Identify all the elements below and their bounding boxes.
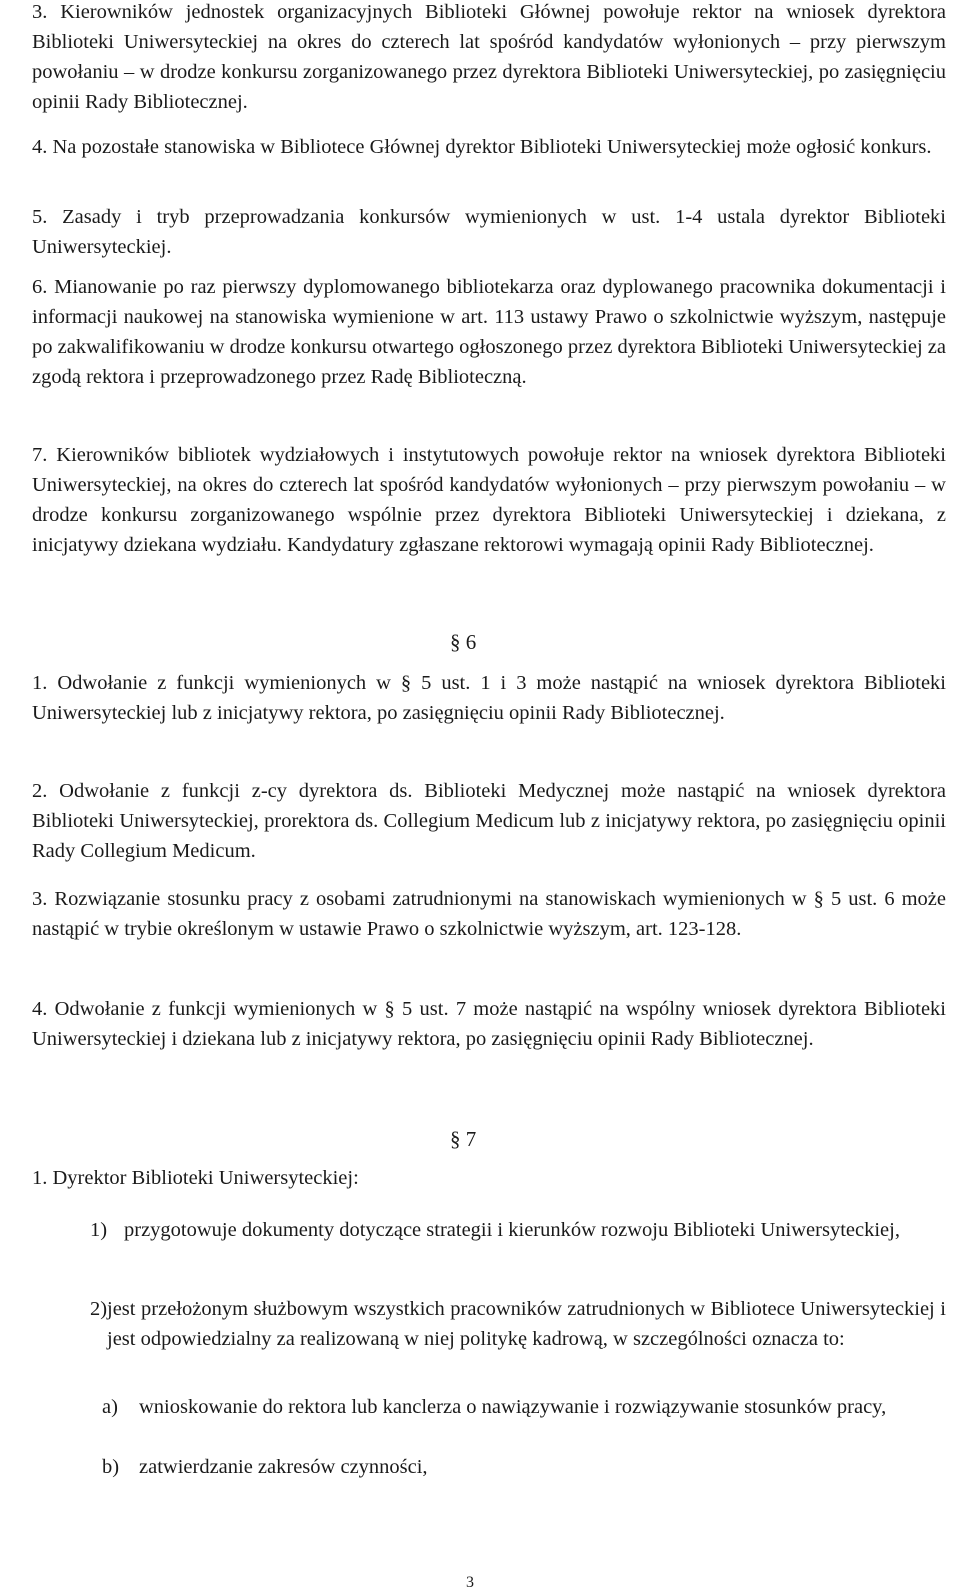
paragraph-item-5: 5. Zasady i tryb przeprowadzania konkursów wymienionych w ust. 1-4 ustala dyrektor Biblioteki Uniwersyteckiej.: [32, 206, 946, 258]
subitem-a-text: wnioskowanie do rektora lub kanclerza o nawiązywanie i rozwiązywanie stosunków pracy,: [139, 1396, 887, 1418]
section7-item-1: 1. Dyrektor Biblioteki Uniwersyteckiej:: [32, 1167, 359, 1189]
paragraph-item-4: 4. Na pozostałe stanowiska w Bibliotece Głównej dyrektor Biblioteki Uniwersyteckiej może ogłosić konkurs.: [32, 136, 932, 158]
section-heading-7: § 7: [450, 1127, 477, 1151]
subitem-a-number: a): [102, 1396, 118, 1418]
section6-item-1: 1. Odwołanie z funkcji wymienionych w § 5 ust. 1 i 3 może nastąpić na wniosek dyrektora Biblioteki Uniwersyteckiej lub z inicjatywy rektora, po zasięgnięciu opinii Rady Bibliotecznej.: [32, 672, 946, 724]
section-heading-6: § 6: [450, 630, 477, 654]
section6-item-3: 3. Rozwiązanie stosunku pracy z osobami zatrudnionymi na stanowiskach wymienionych w § 5 ust. 6 może nastąpić w trybie określonym w ustawie Prawo o szkolnictwie wyższym, art. 123-128.: [32, 888, 946, 940]
subitem-1-number: 1): [90, 1219, 108, 1241]
subitem-2-text: jest przełożonym służbowym wszystkich pracowników zatrudnionych w Bibliotece Uniwersyteckiej i jest odpowiedzialny za realizowaną w niej politykę kadrową, w szczególności oznacza to:: [107, 1298, 946, 1350]
subitem-1-body: przygotowuje dokumenty dotyczące strategii i kierunków rozwoju Biblioteki Uniwersyteckiej,: [124, 1219, 900, 1241]
page-number: 3: [466, 1574, 474, 1591]
paragraph-item-7: 7. Kierowników bibliotek wydziałowych i instytutowych powołuje rektor na wniosek dyrektora Biblioteki Uniwersyteckiej, na okres do czterech lat spośród kandydatów wyłonionych – przy pierwszym powołaniu – w drodze konkursu zorganizowanego wspólnie przez dyrektora Biblioteki Uniwersyteckiej i dziekana, z inicjatywy dziekana wydziału. Kandydatury zgłaszane rektorowi wymagają opinii Rady Bibliotecznej.: [32, 444, 946, 556]
paragraph-item-6: 6. Mianowanie po raz pierwszy dyplomowanego bibliotekarza oraz dyplowanego pracownika dokumentacji i informacji naukowej na stanowiska wymienione w art. 113 ustawy Prawo o szkolnictwie wyższym, następuje po zakwalifikowaniu w drodze konkursu otwartego ogłoszonego przez dyrektora Biblioteki Uniwersyteckiej za zgodą rektora i przeprowadzonego przez Radę Biblioteczną.: [32, 276, 946, 388]
subitem-b-number: b): [102, 1456, 120, 1478]
subitem-b-text: zatwierdzanie zakresów czynności,: [139, 1456, 428, 1478]
section6-item-4: 4. Odwołanie z funkcji wymienionych w § 5 ust. 7 może nastąpić na wspólny wniosek dyrektora Biblioteki Uniwersyteckiej i dziekana lub z inicjatywy rektora, po zasięgnięciu opinii Rady Bibliotecznej.: [32, 998, 946, 1050]
subitem-2-number: 2): [90, 1298, 108, 1320]
subitem-1-text: [124, 1215, 946, 1245]
section6-item-2: 2. Odwołanie z funkcji z-cy dyrektora ds. Biblioteki Medycznej może nastąpić na wniosek dyrektora Biblioteki Uniwersyteckiej, prorektora ds. Collegium Medicum lub z inicjatywy rektora, po zasięgnięciu opinii Rady Collegium Medicum.: [32, 780, 946, 862]
paragraph-item-3: 3. Kierowników jednostek organizacyjnych Biblioteki Głównej powołuje rektor na wniosek dyrektora Biblioteki Uniwersyteckiej na okres do czterech lat spośród kandydatów wyłonionych – przy pierwszym powołaniu – w drodze konkursu zorganizowanego przez dyrektora Biblioteki Uniwersyteckiej, po zasięgnięciu opinii Rady Bibliotecznej.: [32, 1, 946, 113]
